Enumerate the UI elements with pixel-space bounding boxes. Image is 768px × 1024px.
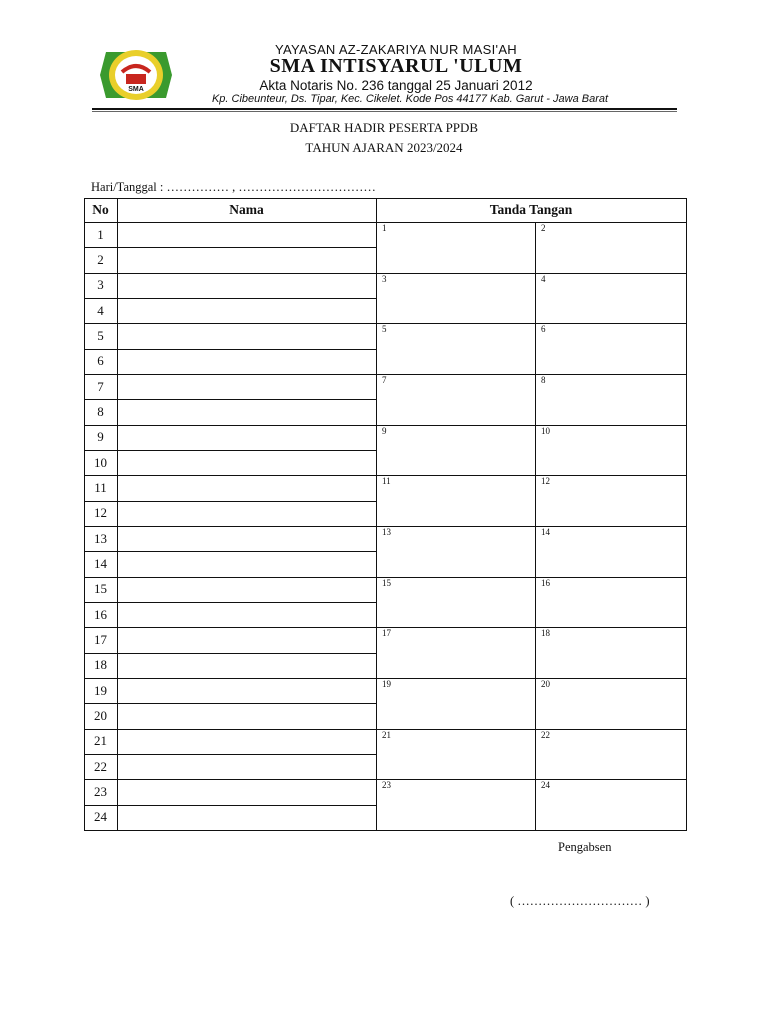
- name-cell[interactable]: [118, 755, 375, 778]
- row-number: 20: [94, 708, 107, 723]
- notary-info: Akta Notaris No. 236 tanggal 25 Januari 2012: [259, 78, 533, 93]
- signature-row-divider: [376, 678, 686, 679]
- name-cell[interactable]: [118, 628, 375, 651]
- table-border-bottom: [84, 830, 687, 831]
- row-number: 12: [94, 505, 107, 520]
- name-cell[interactable]: [118, 223, 375, 246]
- signature-slot-number: 10: [541, 426, 550, 436]
- signature-slot-number: 12: [541, 476, 550, 486]
- signature-slot-number: 8: [541, 375, 546, 385]
- signature-row-divider: [376, 627, 686, 628]
- signature-slot-number: 19: [382, 679, 391, 689]
- signature-slot-number: 2: [541, 223, 546, 233]
- name-cell[interactable]: [118, 426, 375, 449]
- signature-slot-number: 1: [382, 223, 387, 233]
- table-border-top: [84, 198, 686, 199]
- name-cell[interactable]: [118, 603, 375, 626]
- signature-slot-number: 14: [541, 527, 550, 537]
- name-cell[interactable]: [118, 780, 375, 803]
- name-cell[interactable]: [118, 274, 375, 297]
- name-cell[interactable]: [118, 299, 375, 322]
- signature-slot-number: 5: [382, 324, 387, 334]
- name-cell[interactable]: [118, 324, 375, 347]
- signature-slot-number: 18: [541, 628, 550, 638]
- signature-row-divider: [376, 577, 686, 578]
- signature-row-divider: [376, 526, 686, 527]
- row-number: 21: [94, 733, 107, 748]
- name-cell[interactable]: [118, 578, 375, 601]
- signature-slot-number: 22: [541, 730, 550, 740]
- signature-slot-number: 7: [382, 375, 387, 385]
- name-cell[interactable]: [118, 248, 375, 271]
- signature-slot-number: 6: [541, 324, 546, 334]
- signature-line: ( ………………………… ): [510, 894, 650, 908]
- foundation-name: YAYASAN AZ-ZAKARIYA NUR MASI'AH: [275, 42, 517, 57]
- signature-slot-number: 4: [541, 274, 546, 284]
- logo-text: SMA: [128, 86, 144, 93]
- document-subtitle: TAHUN AJARAN 2023/2024: [305, 140, 463, 155]
- name-cell[interactable]: [118, 527, 375, 550]
- header-no: No: [92, 202, 109, 217]
- signature-slot-number: 17: [382, 628, 391, 638]
- signature-slot-number: 13: [382, 527, 391, 537]
- row-number: 1: [97, 227, 104, 242]
- school-logo: [96, 42, 176, 108]
- row-number: 10: [94, 455, 107, 470]
- pengabsen-label: Pengabsen: [558, 840, 612, 854]
- row-number: 7: [97, 379, 104, 394]
- row-number: 5: [97, 328, 104, 343]
- signature-slot-number: 20: [541, 679, 550, 689]
- row-number: 18: [94, 657, 107, 672]
- name-cell[interactable]: [118, 350, 375, 373]
- row-number: 4: [97, 303, 104, 318]
- row-number: 2: [97, 252, 104, 267]
- row-number: 17: [94, 632, 107, 647]
- name-cell[interactable]: [118, 679, 375, 702]
- school-logo-svg: [96, 42, 176, 108]
- row-number: 8: [97, 404, 104, 419]
- row-number: 19: [94, 683, 107, 698]
- name-cell[interactable]: [118, 400, 375, 423]
- name-cell[interactable]: [118, 730, 375, 753]
- school-address: Kp. Cibeunteur, Ds. Tipar, Kec. Cikelet. Kode Pos 44177 Kab. Garut - Jawa Barat: [211, 93, 609, 105]
- row-number: 14: [94, 556, 107, 571]
- row-number: 3: [97, 277, 104, 292]
- header-rule: [92, 108, 677, 110]
- row-number: 11: [94, 480, 107, 495]
- document-title: DAFTAR HADIR PESERTA PPDB: [289, 120, 479, 135]
- signature-slot-number: 9: [382, 426, 387, 436]
- name-cell[interactable]: [118, 476, 375, 499]
- header-signature: Tanda Tangan: [489, 202, 573, 217]
- attendance-table: [84, 198, 686, 830]
- header-rule-thin: [92, 111, 677, 112]
- signature-row-divider: [376, 374, 686, 375]
- school-name: SMA INTISYARUL 'ULUM: [269, 55, 523, 77]
- name-cell[interactable]: [118, 502, 375, 525]
- name-cell[interactable]: [118, 451, 375, 474]
- signature-row-divider: [376, 323, 686, 324]
- row-number: 15: [94, 581, 107, 596]
- row-number: 13: [94, 531, 107, 546]
- signature-row-divider: [376, 729, 686, 730]
- signature-row-divider: [376, 475, 686, 476]
- name-cell[interactable]: [118, 806, 375, 829]
- signature-row-divider: [376, 273, 686, 274]
- date-line: Hari/Tanggal : …………… , ……………………………: [91, 180, 376, 194]
- name-cell[interactable]: [118, 704, 375, 727]
- row-number: 6: [97, 353, 104, 368]
- column-divider: [376, 198, 377, 830]
- name-cell[interactable]: [118, 375, 375, 398]
- header-name: Nama: [229, 202, 264, 217]
- signature-slot-number: 11: [382, 476, 391, 486]
- table-border-right: [686, 198, 687, 830]
- row-number: 16: [94, 607, 107, 622]
- row-number: 23: [94, 784, 107, 799]
- row-number: 9: [97, 429, 104, 444]
- signature-slot-number: 23: [382, 780, 391, 790]
- row-number: 24: [94, 809, 107, 824]
- row-number: 22: [94, 759, 107, 774]
- name-cell[interactable]: [118, 654, 375, 677]
- signature-slot-number: 3: [382, 274, 387, 284]
- signature-row-divider: [376, 425, 686, 426]
- signature-row-divider: [376, 779, 686, 780]
- signature-slot-number: 24: [541, 780, 550, 790]
- signature-slot-number: 21: [382, 730, 391, 740]
- signature-slot-number: 15: [382, 578, 391, 588]
- name-cell[interactable]: [118, 552, 375, 575]
- signature-slot-number: 16: [541, 578, 550, 588]
